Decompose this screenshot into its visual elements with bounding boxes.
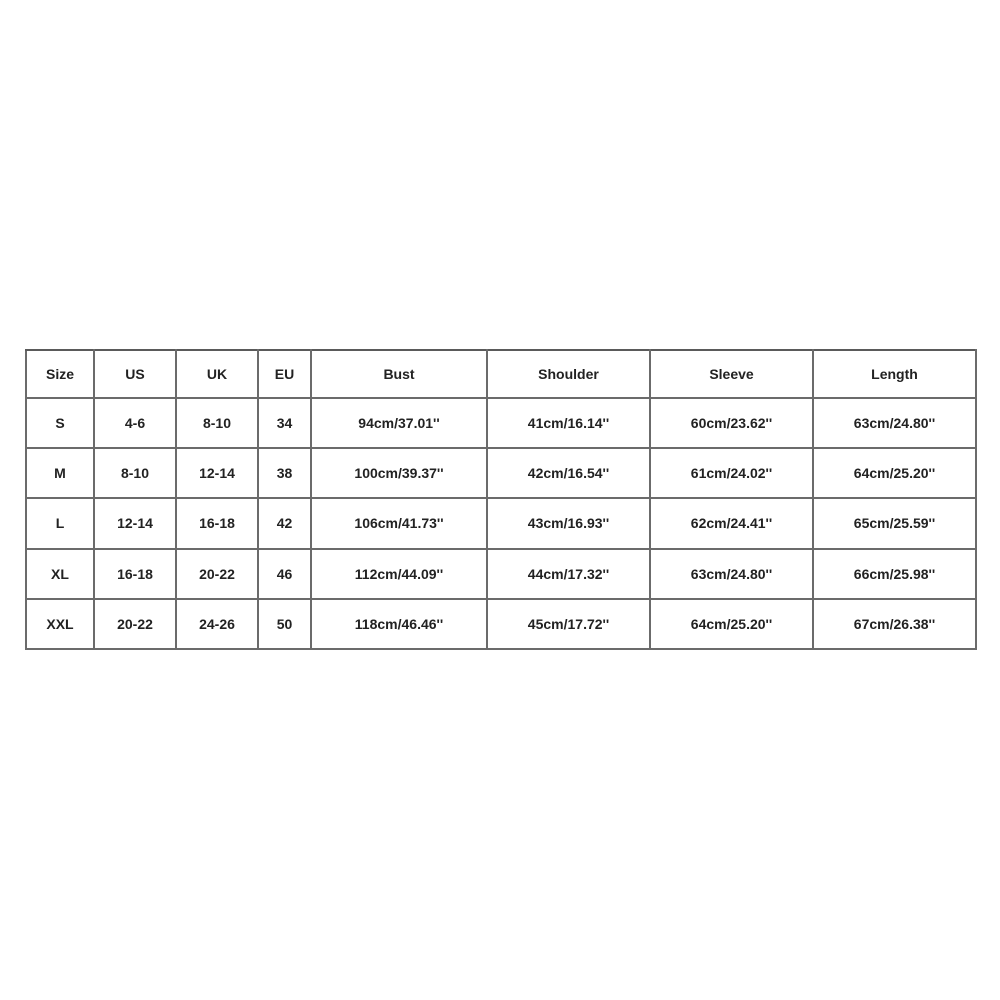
cell-bust: 112cm/44.09'' [311,549,487,599]
cell-length: 67cm/26.38'' [813,599,976,649]
cell-eu: 42 [258,498,311,548]
cell-sleeve: 64cm/25.20'' [650,599,813,649]
table-row [26,448,976,498]
cell-eu: 34 [258,398,311,448]
cell-us: 12-14 [94,498,176,548]
table-row [26,549,976,599]
cell-length: 65cm/25.59'' [813,498,976,548]
cell-eu: 38 [258,448,311,498]
cell-size: XL [26,549,94,599]
cell-uk: 12-14 [176,448,258,498]
header-size: Size [26,350,94,398]
header-uk: UK [176,350,258,398]
cell-size: S [26,398,94,448]
cell-eu: 46 [258,549,311,599]
cell-shoulder: 41cm/16.14'' [487,398,650,448]
header-sleeve: Sleeve [650,350,813,398]
cell-size: XXL [26,599,94,649]
table-row [26,498,976,548]
cell-length: 66cm/25.98'' [813,549,976,599]
cell-bust: 100cm/39.37'' [311,448,487,498]
cell-us: 20-22 [94,599,176,649]
header-us: US [94,350,176,398]
cell-shoulder: 44cm/17.32'' [487,549,650,599]
cell-uk: 8-10 [176,398,258,448]
cell-shoulder: 42cm/16.54'' [487,448,650,498]
cell-shoulder: 45cm/17.72'' [487,599,650,649]
header-eu: EU [258,350,311,398]
cell-size: M [26,448,94,498]
cell-sleeve: 62cm/24.41'' [650,498,813,548]
cell-us: 8-10 [94,448,176,498]
header-bust: Bust [311,350,487,398]
cell-uk: 20-22 [176,549,258,599]
cell-eu: 50 [258,599,311,649]
table-row [26,398,976,448]
cell-uk: 16-18 [176,498,258,548]
cell-bust: 94cm/37.01'' [311,398,487,448]
cell-sleeve: 63cm/24.80'' [650,549,813,599]
cell-us: 4-6 [94,398,176,448]
cell-uk: 24-26 [176,599,258,649]
table-row [26,599,976,649]
cell-size: L [26,498,94,548]
cell-length: 63cm/24.80'' [813,398,976,448]
cell-shoulder: 43cm/16.93'' [487,498,650,548]
header-row [26,350,976,398]
header-shoulder: Shoulder [487,350,650,398]
cell-bust: 106cm/41.73'' [311,498,487,548]
cell-sleeve: 60cm/23.62'' [650,398,813,448]
cell-length: 64cm/25.20'' [813,448,976,498]
cell-us: 16-18 [94,549,176,599]
size-chart-table [25,349,977,650]
cell-bust: 118cm/46.46'' [311,599,487,649]
header-length: Length [813,350,976,398]
cell-sleeve: 61cm/24.02'' [650,448,813,498]
